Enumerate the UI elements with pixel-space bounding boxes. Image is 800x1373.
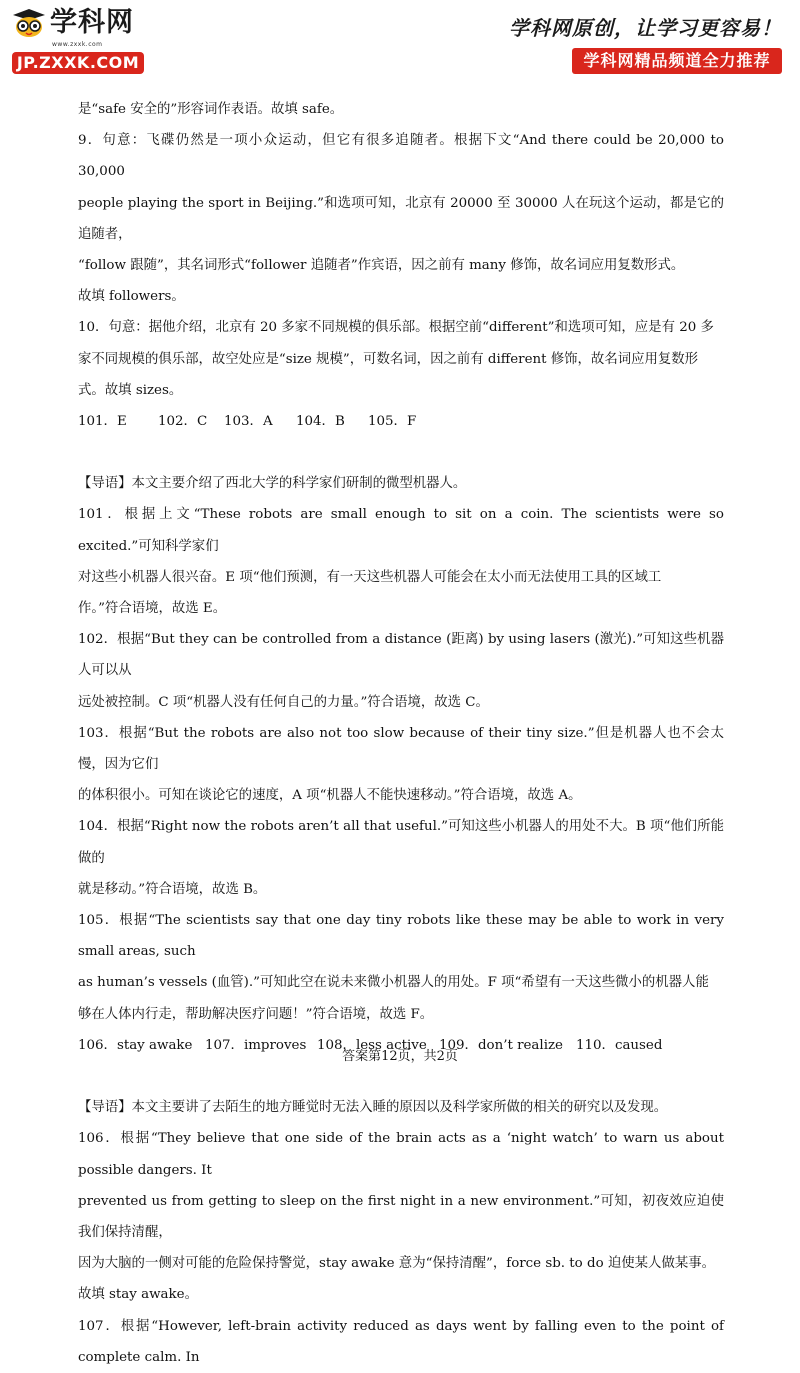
answer-key-row-101-105 [78,406,724,437]
text-line: 107．根据“However, left-brain activity reduced as days went by falling even to the point of complete calm. In [78,1318,724,1365]
recommend-banner[interactable]: 学科网精品频道全力推荐 [572,48,782,74]
text-line: 故填 stay awake。 [78,1287,198,1303]
text-line: 101．根据上文“These robots are small enough to sit on a coin. The scientists were so excited.”可知科学家们 [78,507,724,554]
text-line: 是“safe 安全的”形容词作表语。故填 safe。 [78,102,344,117]
text-line: 故填 followers。 [78,289,185,305]
logo-badge[interactable]: JP.ZXXK.COM [12,52,144,74]
header-slogan: 学科网原创，让学习更容易！ [509,16,782,40]
page-header [0,0,800,82]
text-line: 式。故填 sizes。 [78,382,183,398]
answer-item: 103．A [224,414,273,430]
text-line: 105．根据“The scientists say that one day tiny robots like these may be able to work in very small areas, such [78,913,724,960]
text-line: 103．根据“But the robots are also not too slow because of their tiny size.”但是机器人也不会太慢，因为它们 [78,725,724,773]
text-line: as human’s vessels (血管).”可知此空在说未来微小机器人的用处。F 项“希望有一天这些微小的机器人能 [78,975,709,991]
answer-item: 106．stay awake [78,1037,193,1053]
answer-item: 110．caused [576,1037,663,1053]
owl-mascot-icon [12,8,46,38]
text-line: 就是移动。”符合语境，故选 B。 [78,881,267,897]
answer-item: 104．B [296,414,345,430]
text-line: prevented us from getting to sleep on the first night in a new environment.”可知，初夜效应迫使我们保持清醒， [78,1193,724,1240]
text-line: 的体积很小。可知在谈论它的速度，A 项“机器人不能快速移动。”符合语境，故选 A。 [78,788,582,804]
zxxk-logo[interactable] [12,8,162,78]
text-line: 对这些小机器人很兴奋。E 项“他们预测，有一天这些机器人可能会在太小而无法使用工具的区域工 [78,569,662,585]
text-line: 10．句意：据他介绍，北京有 20 多家不同规模的俱乐部。根据空前“different”和选项可知，应是有 20 多 [78,320,714,336]
text-line: 作。”符合语境，故选 E。 [78,601,227,617]
answer-item: 101．E [78,414,127,430]
text-line: 远处被控制。C 项“机器人没有任何自己的力量。”符合语境，故选 C。 [78,694,489,710]
text-line: 106．根据“They believe that one side of the brain acts as a ‘night watch’ to warn us about possible dangers. It [78,1131,724,1178]
intro-line: 【导语】本文主要讲了去陌生的地方睡觉时无法入睡的原因以及科学家所做的相关的研究以及发现。 [78,1100,668,1116]
answer-item: 108．less active [317,1037,427,1053]
text-line: 够在人体内行走，帮助解决医疗问题！”符合语境，故选 F。 [78,1006,434,1022]
answer-item: 105．F [368,414,417,430]
text-line: people playing the sport in Beijing.”和选项可知，北京有 20000 至 30000 人在玩这个运动，都是它的追随者， [78,195,724,242]
text-line: 因为大脑的一侧对可能的危险保持警觉，stay awake 意为“保持清醒”，force sb. to do 迫使某人做某事。 [78,1256,716,1272]
logo-url: www.zxxk.com [52,41,103,48]
answer-item: 102．C [158,414,208,430]
answer-content [78,94,724,1373]
text-line: 9．句意：飞碟仍然是一项小众运动，但它有很多追随者。根据下文“And there could be 20,000 to 30,000 [78,133,724,180]
page-footer: 答案第12页，共2页 [342,1049,458,1064]
intro-line: 【导语】本文主要介绍了西北大学的科学家们研制的微型机器人。 [78,476,467,492]
text-line: 家不同规模的俱乐部，故空处应是“size 规模”，可数名词，因之前有 different 修饰，故名词应用复数形 [78,351,699,367]
answer-item: 107．improves [205,1037,307,1053]
text-line: 104．根据“Right now the robots aren’t all that useful.”可知这些小机器人的用处不大。B 项“他们所能做的 [78,819,724,866]
answer-item: 109．don’t realize [439,1037,563,1053]
text-line: 102．根据“But they can be controlled from a distance (距离) by using lasers (激光).”可知这些机器人可以从 [78,632,724,679]
logo-name: 学科网 [50,7,134,38]
text-line: “follow 跟随”，其名词形式“follower 追随者”作宾语，因之前有 many 修饰，故名词应用复数形式。 [78,258,685,274]
